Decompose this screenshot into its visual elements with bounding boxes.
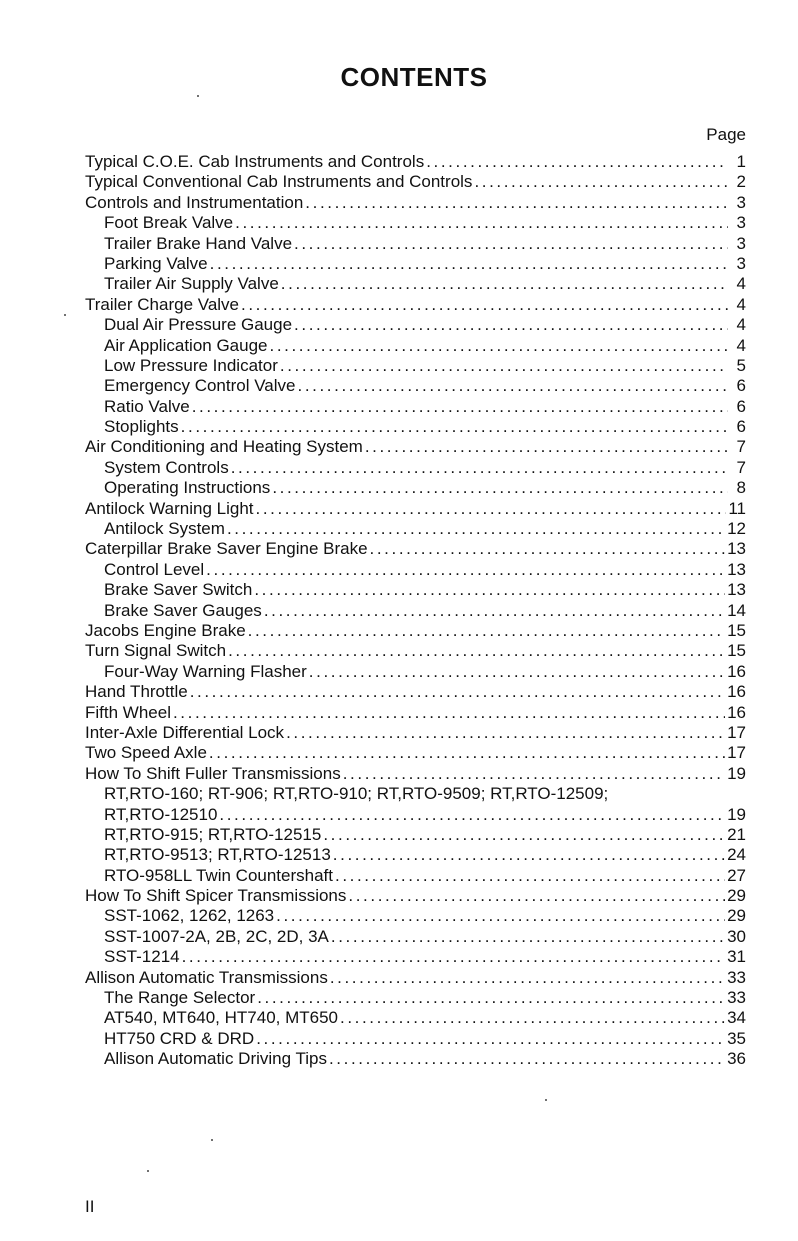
dot-leader xyxy=(231,458,728,478)
toc-entry xyxy=(85,764,746,784)
toc-entry-page-number: 17 xyxy=(727,722,746,742)
toc-entry-page-number: 34 xyxy=(727,1008,746,1028)
toc-entry-label: Antilock System xyxy=(104,519,225,539)
toc-entry-label: Operating Instructions xyxy=(104,478,271,498)
toc-entry xyxy=(85,234,746,254)
toc-entry-page-number: 8 xyxy=(736,478,746,498)
toc-entry-page-number: 3 xyxy=(736,253,746,273)
toc-entry-label: The Range Selector xyxy=(104,988,256,1008)
toc-entry-label: Controls and Instrumentation xyxy=(85,192,304,212)
dot-leader xyxy=(182,947,725,967)
toc-entry-page-number: 13 xyxy=(727,539,746,559)
toc-entry xyxy=(85,519,746,539)
toc-entry-label: RT,RTO-160; RT-906; RT,RTO-910; RT,RTO-9509; RT,RTO-12509; xyxy=(104,784,609,804)
dot-leader xyxy=(228,641,725,661)
toc-entry xyxy=(85,601,746,621)
toc-entry-page-number: 36 xyxy=(727,1049,746,1069)
dot-leader xyxy=(426,152,728,172)
scan-speck xyxy=(197,95,199,97)
toc-entry-page-number: 16 xyxy=(727,702,746,722)
toc-entry xyxy=(85,784,746,804)
dot-leader xyxy=(190,682,725,702)
toc-entry-label: Trailer Brake Hand Valve xyxy=(104,233,293,253)
toc-entry xyxy=(85,580,746,600)
toc-entry-label: Caterpillar Brake Saver Engine Brake xyxy=(85,539,368,559)
dot-leader xyxy=(333,845,725,865)
toc-entry-page-number: 33 xyxy=(727,967,746,987)
dot-leader xyxy=(474,172,728,192)
dot-leader xyxy=(219,805,725,825)
toc-entry-label: How To Shift Fuller Transmissions xyxy=(85,763,341,783)
toc-entry-label: Typical Conventional Cab Instruments and Controls xyxy=(85,172,473,192)
dot-leader xyxy=(294,315,728,335)
toc-entry-page-number: 16 xyxy=(727,661,746,681)
toc-entry-page-number: 6 xyxy=(736,417,746,437)
dot-leader xyxy=(257,988,725,1008)
dot-leader xyxy=(241,295,728,315)
page-title: CONTENTS xyxy=(340,62,488,92)
toc-entry-label: Brake Saver Switch xyxy=(104,580,253,600)
toc-entry-label: Turn Signal Switch xyxy=(85,641,227,661)
toc-entry xyxy=(85,947,746,967)
scan-speck xyxy=(545,1099,547,1101)
toc-entry-page-number: 30 xyxy=(727,926,746,946)
toc-entry-page-number: 35 xyxy=(727,1028,746,1048)
toc-entry xyxy=(85,499,746,519)
toc-entry-label: SST-1062, 1262, 1263 xyxy=(104,906,275,926)
toc-entry-label: System Controls xyxy=(104,457,229,477)
toc-entry xyxy=(85,254,746,274)
toc-entry-label: Dual Air Pressure Gauge xyxy=(104,315,293,335)
toc-entry-label: Antilock Warning Light xyxy=(85,498,254,518)
toc-entry-page-number: 4 xyxy=(736,294,746,314)
toc-entry-page-number: 21 xyxy=(727,824,746,844)
table-of-contents xyxy=(85,152,746,1070)
toc-entry-page-number: 7 xyxy=(736,457,746,477)
dot-leader xyxy=(370,539,726,559)
toc-entry-label: How To Shift Spicer Transmissions xyxy=(85,886,347,906)
toc-entry-page-number: 6 xyxy=(736,396,746,416)
toc-entry xyxy=(85,723,746,743)
dot-leader xyxy=(181,417,728,437)
toc-entry xyxy=(85,988,746,1008)
toc-entry xyxy=(85,845,746,865)
dot-leader xyxy=(280,356,728,376)
toc-entry-label: Ratio Valve xyxy=(104,396,190,416)
toc-entry xyxy=(85,703,746,723)
toc-entry xyxy=(85,1049,746,1069)
scan-speck xyxy=(64,314,66,316)
toc-entry xyxy=(85,927,746,947)
toc-entry xyxy=(85,886,746,906)
toc-entry xyxy=(85,1008,746,1028)
toc-entry xyxy=(85,560,746,580)
dot-leader xyxy=(264,601,725,621)
toc-entry-label: Allison Automatic Transmissions xyxy=(85,967,328,987)
dot-leader xyxy=(210,254,728,274)
toc-entry-page-number: 12 xyxy=(727,519,746,539)
toc-entry xyxy=(85,906,746,926)
toc-entry-page-number: 1 xyxy=(736,152,746,171)
toc-entry-page-number: 31 xyxy=(727,947,746,967)
toc-entry xyxy=(85,315,746,335)
toc-entry-page-number: 15 xyxy=(727,641,746,661)
toc-entry-page-number: 13 xyxy=(727,559,746,579)
toc-entry xyxy=(85,274,746,294)
toc-entry xyxy=(85,621,746,641)
dot-leader xyxy=(235,213,728,233)
toc-entry-label: RT,RTO-9513; RT,RTO-12513 xyxy=(104,845,331,865)
toc-entry-page-number: 6 xyxy=(736,376,746,396)
toc-entry xyxy=(85,193,746,213)
toc-entry xyxy=(85,172,746,192)
toc-entry-label: Two Speed Axle xyxy=(85,743,207,763)
toc-entry xyxy=(85,478,746,498)
dot-leader xyxy=(305,193,728,213)
toc-entry-label: RTO-958LL Twin Countershaft xyxy=(104,865,334,885)
toc-entry-page-number: 4 xyxy=(736,274,746,294)
dot-leader xyxy=(294,234,728,254)
toc-entry xyxy=(85,458,746,478)
toc-entry-page-number: 15 xyxy=(727,620,746,640)
toc-entry-page-number: 4 xyxy=(736,315,746,335)
dot-leader xyxy=(343,764,725,784)
toc-entry-label: Stoplights xyxy=(104,417,179,437)
toc-entry-page-number: 3 xyxy=(736,192,746,212)
toc-entry-label: Parking Valve xyxy=(104,253,208,273)
toc-entry-label: Inter-Axle Differential Lock xyxy=(85,722,285,742)
dot-leader xyxy=(329,1049,725,1069)
dot-leader xyxy=(248,621,725,641)
toc-entry-page-number: 19 xyxy=(727,763,746,783)
dot-leader xyxy=(256,1029,725,1049)
toc-entry xyxy=(85,682,746,702)
toc-entry xyxy=(85,213,746,233)
toc-entry xyxy=(85,397,746,417)
toc-entry-page-number: 3 xyxy=(736,213,746,233)
toc-entry-label: Typical C.O.E. Cab Instruments and Controls xyxy=(85,152,425,171)
dot-leader xyxy=(254,580,725,600)
toc-entry-page-number: 33 xyxy=(727,988,746,1008)
dot-leader xyxy=(335,866,725,886)
toc-entry-label: Trailer Charge Valve xyxy=(85,294,240,314)
dot-leader xyxy=(173,703,725,723)
toc-entry xyxy=(85,825,746,845)
dot-leader xyxy=(281,274,728,294)
toc-entry-page-number: 3 xyxy=(736,233,746,253)
dot-leader xyxy=(276,906,725,926)
toc-entry-page-number: 7 xyxy=(736,437,746,457)
toc-entry-page-number: 29 xyxy=(727,906,746,926)
page-column-header: Page xyxy=(706,125,746,144)
dot-leader xyxy=(330,968,725,988)
toc-entry xyxy=(85,662,746,682)
scan-speck xyxy=(211,1139,213,1141)
toc-entry-label: Brake Saver Gauges xyxy=(104,600,262,620)
dot-leader xyxy=(270,336,729,356)
dot-leader xyxy=(272,478,728,498)
toc-entry-page-number: 24 xyxy=(727,845,746,865)
dot-leader xyxy=(192,397,728,417)
toc-entry-label: HT750 CRD & DRD xyxy=(104,1028,255,1048)
toc-entry xyxy=(85,336,746,356)
page-folio: II xyxy=(85,1197,95,1216)
toc-entry xyxy=(85,376,746,396)
dot-leader xyxy=(206,560,725,580)
toc-entry-label: Allison Automatic Driving Tips xyxy=(104,1049,327,1069)
toc-entry-label: Foot Break Valve xyxy=(104,213,234,233)
toc-entry xyxy=(85,968,746,988)
toc-entry-label: AT540, MT640, HT740, MT650 xyxy=(104,1008,339,1028)
toc-entry-page-number: 2 xyxy=(736,172,746,192)
toc-entry-page-number: 27 xyxy=(727,865,746,885)
toc-entry-label: Four-Way Warning Flasher xyxy=(104,661,307,681)
toc-entry-page-number: 29 xyxy=(727,886,746,906)
dot-leader xyxy=(209,743,725,763)
toc-entry-label: SST-1214 xyxy=(104,947,180,967)
toc-entry xyxy=(85,1029,746,1049)
dot-leader xyxy=(340,1008,725,1028)
toc-entry xyxy=(85,866,746,886)
toc-entry xyxy=(85,152,746,172)
toc-entry-page-number: 5 xyxy=(736,355,746,375)
dot-leader xyxy=(365,437,728,457)
toc-entry xyxy=(85,295,746,315)
toc-entry-label: SST-1007-2A, 2B, 2C, 2D, 3A xyxy=(104,926,329,946)
toc-entry xyxy=(85,805,746,825)
toc-entry-page-number: 16 xyxy=(727,682,746,702)
toc-entry-label: Fifth Wheel xyxy=(85,702,171,722)
toc-entry-label: Control Level xyxy=(104,559,205,579)
toc-entry-page-number: 11 xyxy=(728,498,746,518)
toc-entry-label: Emergency Control Valve xyxy=(104,376,296,396)
dot-leader xyxy=(309,662,725,682)
toc-entry-label: Trailer Air Supply Valve xyxy=(104,274,279,294)
toc-entry-label: Hand Throttle xyxy=(85,682,188,702)
toc-entry-page-number: 17 xyxy=(727,743,746,763)
toc-entry xyxy=(85,437,746,457)
toc-entry-label: RT,RTO-12510 xyxy=(104,804,218,824)
toc-entry xyxy=(85,356,746,376)
dot-leader xyxy=(286,723,725,743)
toc-entry-label: Low Pressure Indicator xyxy=(104,355,278,375)
dot-leader xyxy=(331,927,725,947)
toc-entry xyxy=(85,417,746,437)
toc-entry-page-number: 4 xyxy=(736,335,746,355)
toc-entry xyxy=(85,743,746,763)
dot-leader xyxy=(348,886,725,906)
dot-leader xyxy=(256,499,727,519)
dot-leader xyxy=(323,825,725,845)
dot-leader xyxy=(298,376,729,396)
dot-leader xyxy=(227,519,725,539)
toc-entry xyxy=(85,641,746,661)
toc-entry-page-number: 14 xyxy=(727,600,746,620)
toc-entry-label: RT,RTO-915; RT,RTO-12515 xyxy=(104,824,322,844)
toc-entry xyxy=(85,539,746,559)
toc-entry-label: Jacobs Engine Brake xyxy=(85,620,246,640)
toc-entry-page-number: 19 xyxy=(727,804,746,824)
toc-entry-label: Air Application Gauge xyxy=(104,335,268,355)
toc-entry-page-number: 13 xyxy=(727,580,746,600)
toc-entry-label: Air Conditioning and Heating System xyxy=(85,437,363,457)
scan-speck xyxy=(147,1170,149,1172)
